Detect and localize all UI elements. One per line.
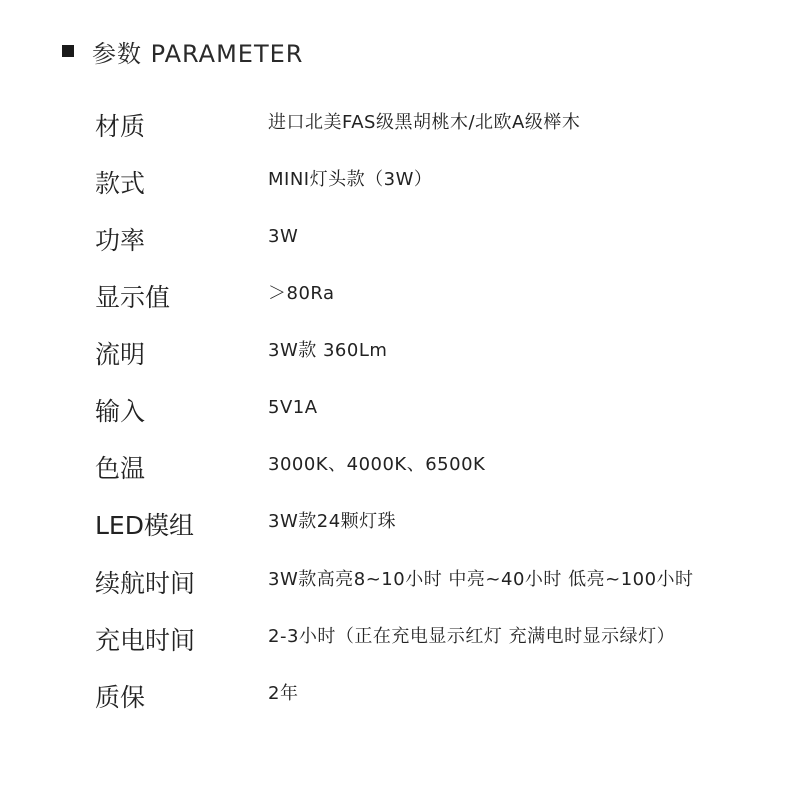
param-row-battery-life <box>0 564 790 604</box>
param-row-power <box>0 221 790 261</box>
param-label: 流明 <box>95 340 146 369</box>
param-value: 2年 <box>268 683 299 704</box>
param-value: 5V1A <box>268 397 318 418</box>
param-label: 输入 <box>95 397 146 426</box>
param-label: 款式 <box>95 169 146 198</box>
param-value: MINI灯头款（3W） <box>268 169 433 190</box>
param-row-cri <box>0 278 790 318</box>
param-label: 充电时间 <box>95 626 196 655</box>
param-row-input <box>0 392 790 432</box>
param-value: 3W款 360Lm <box>268 340 388 361</box>
param-row-lumen <box>0 335 790 375</box>
section-title: 参数 PARAMETER <box>92 39 304 68</box>
param-row-charging-time <box>0 621 790 661</box>
param-label: 色温 <box>95 454 146 483</box>
param-value: ＞80Ra <box>268 283 335 304</box>
param-row-led-module <box>0 506 790 546</box>
param-value: 进口北美FAS级黑胡桃木/北欧A级榉木 <box>268 112 581 133</box>
param-label: 材质 <box>95 112 146 141</box>
param-value: 3W <box>268 226 299 247</box>
param-value: 3000K、4000K、6500K <box>268 454 486 475</box>
param-label: 显示值 <box>95 283 171 312</box>
param-row-warranty <box>0 678 790 718</box>
param-value: 3W款高亮8~10小时 中亮~40小时 低亮~100小时 <box>268 569 694 590</box>
param-row-color-temperature <box>0 449 790 489</box>
param-label: LED模组 <box>95 511 194 540</box>
param-label: 续航时间 <box>95 569 196 598</box>
param-label: 质保 <box>95 683 146 712</box>
param-row-material <box>0 107 790 147</box>
param-label: 功率 <box>95 226 146 255</box>
param-row-style <box>0 164 790 204</box>
param-value: 3W款24颗灯珠 <box>268 511 397 532</box>
param-value: 2-3小时（正在充电显示红灯 充满电时显示绿灯） <box>268 626 676 647</box>
